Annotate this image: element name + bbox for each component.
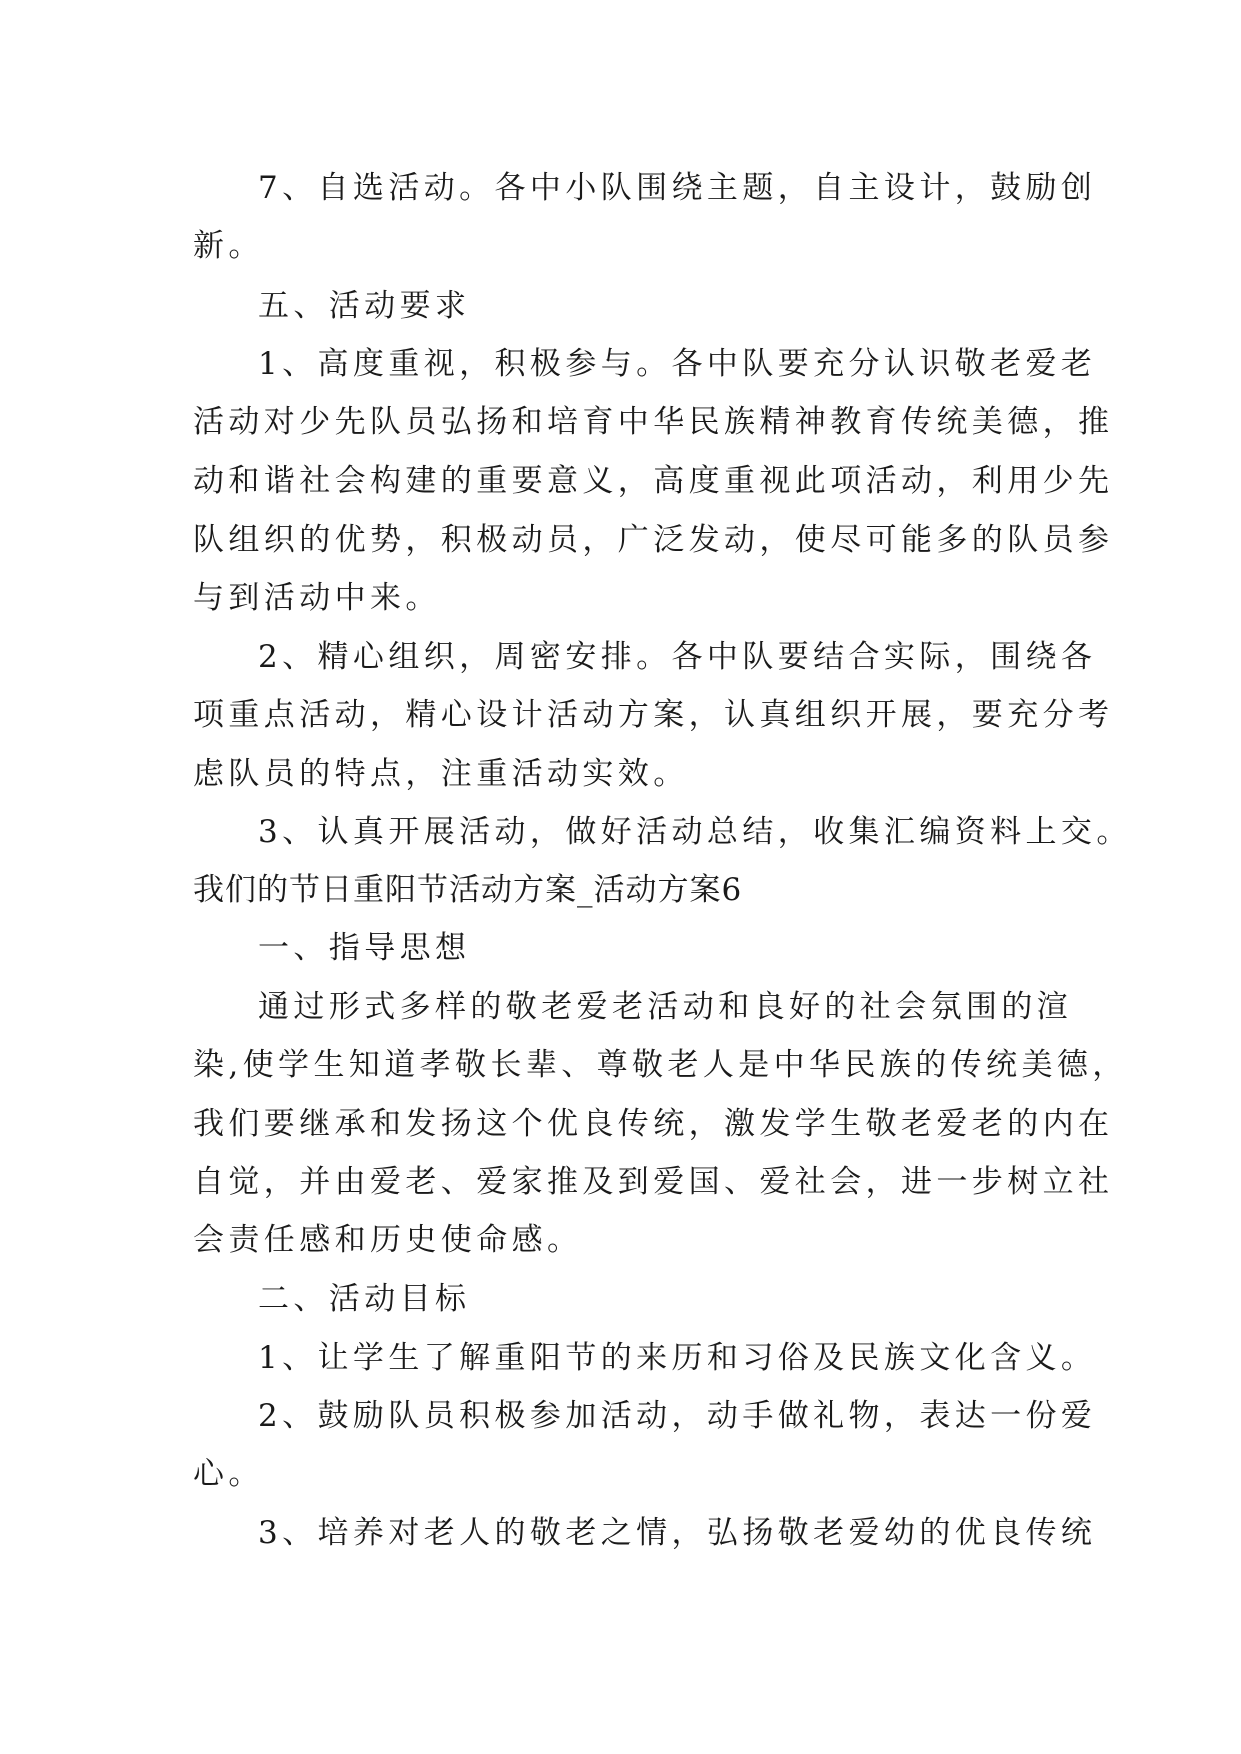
document-title: 我们的节日重阳节活动方案_活动方案6 <box>193 872 743 908</box>
paragraph-line: 1、让学生了解重阳节的来历和习俗及民族文化含义。 <box>258 1340 1097 1376</box>
paragraph-line: 2、精心组织，周密安排。各中队要结合实际，围绕各 <box>258 639 1097 675</box>
paragraph-line: 7、自选活动。各中小队围绕主题，自主设计，鼓励创 <box>258 170 1097 206</box>
paragraph-line: 3、认真开展活动，做好活动总结，收集汇编资料上交。 <box>258 814 1132 850</box>
paragraph-line: 我们要继承和发扬这个优良传统，激发学生敬老爱老的内在 <box>193 1106 1114 1142</box>
paragraph-line: 活动对少先队员弘扬和培育中华民族精神教育传统美德，推 <box>193 404 1114 440</box>
paragraph-line: 通过形式多样的敬老爱老活动和良好的社会氛围的渲 <box>258 989 1073 1025</box>
paragraph-line: 动和谐社会构建的重要意义，高度重视此项活动，利用少先 <box>193 463 1114 499</box>
paragraph-line: 心。 <box>193 1456 264 1492</box>
section-heading: 二、活动目标 <box>258 1281 471 1317</box>
paragraph-line: 2、鼓励队员积极参加活动，动手做礼物，表达一份爱 <box>258 1398 1097 1434</box>
paragraph-line: 新。 <box>193 228 264 264</box>
paragraph-line: 染,使学生知道孝敬长辈、尊敬老人是中华民族的传统美德， <box>193 1047 1128 1083</box>
paragraph-line: 项重点活动，精心设计活动方案，认真组织开展，要充分考 <box>193 697 1114 733</box>
paragraph-line: 会责任感和历史使命感。 <box>193 1222 583 1258</box>
paragraph-line: 队组织的优势，积极动员，广泛发动，使尽可能多的队员参 <box>193 522 1114 558</box>
paragraph-line: 3、培养对老人的敬老之情，弘扬敬老爱幼的优良传统 <box>258 1515 1097 1551</box>
paragraph-line: 与到活动中来。 <box>193 580 441 616</box>
paragraph-line: 自觉，并由爱老、爱家推及到爱国、爱社会，进一步树立社 <box>193 1164 1114 1200</box>
section-heading: 一、指导思想 <box>258 930 471 966</box>
paragraph-line: 虑队员的特点，注重活动实效。 <box>193 756 689 792</box>
section-heading: 五、活动要求 <box>258 288 471 324</box>
paragraph-line: 1、高度重视，积极参与。各中队要充分认识敬老爱老 <box>258 346 1097 382</box>
